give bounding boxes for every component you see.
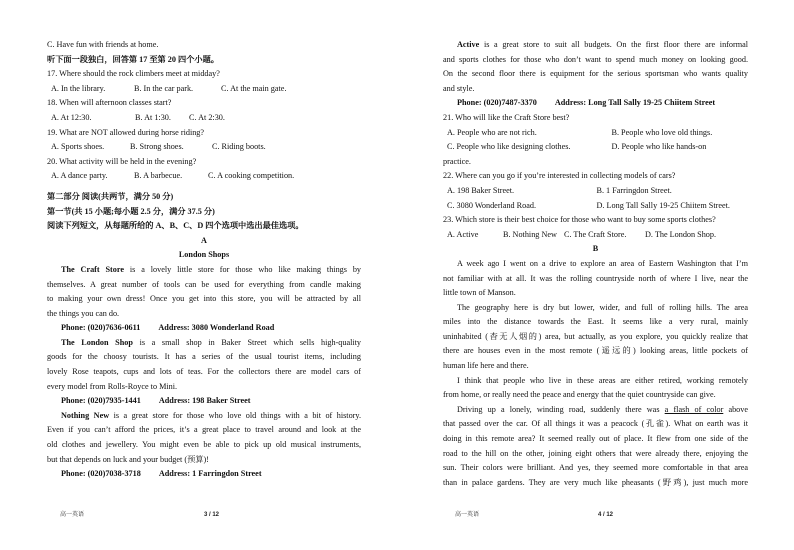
store-name: Nothing New [61, 410, 110, 420]
paragraph-line: but that depends on luck and your budget (预算)! [47, 454, 209, 464]
option: B. People who love old things. [611, 127, 713, 137]
store-name: Active [457, 40, 480, 49]
passage-title: London Shops [178, 250, 230, 260]
option: B. 1 Farringdon Street. [596, 185, 672, 195]
section-subheading: 第一节(共 15 小题;每小题 2.5 分，满分 37.5 分) [47, 206, 215, 216]
underlined-phrase: a flash of color [664, 404, 724, 414]
question-22: 22. Where can you go if you’re interested in collecting models of cars? [443, 171, 676, 181]
option: C. People who like designing clothes. [447, 142, 571, 152]
paragraph-line: goods for the choosy tourists. It has a series of the usual tourist items, including [47, 352, 361, 362]
store-name: The London Shop [61, 337, 133, 347]
option: B. In the car park. [134, 83, 194, 93]
option: C. The Craft Store. [564, 229, 627, 239]
paragraph-line: Driving up a lonely, winding road, suddenly there was a flash of color above [457, 404, 749, 414]
store-contact: Phone: (020)7935-1441 Address: 198 Baker Street [61, 396, 251, 406]
paragraph-line: every model from Rolls-Royce to Mini. [47, 381, 178, 391]
paragraph-line: The Craft Store is a lovely little store for those who like making things by [61, 264, 362, 274]
passage-label-b: B [592, 244, 599, 254]
listening-instruction: 听下面一段独白，回答第 17 至第 20 四个小题。 [47, 54, 219, 64]
store-contact: Phone: (020)7038-3718 Address: 1 Farringdon Street [61, 469, 262, 479]
paragraph-line: and style. [443, 83, 475, 93]
section-heading: 第二部分 阅读(共两节，满分 50 分) [47, 191, 174, 201]
paragraph-line: Even if you can’t afford the prices, it’s a great place to travel around and look at the [47, 425, 361, 435]
question-20-options [47, 169, 361, 184]
option: A. A dance party. [51, 171, 108, 181]
paragraph-line: A week ago I went on a drive to explore an area of Eastern Washington that I’m [457, 258, 748, 268]
paragraph-line: old clothes and jewellery. You might even be able to pick up old musical instruments, [47, 440, 361, 450]
question-20: 20. What activity will be held in the evening? [47, 156, 197, 166]
paragraph-line: The London Shop is a small shop in Baker Street which sells high-quality [61, 337, 362, 347]
paragraph-line: the things you can do. [47, 308, 120, 318]
option: A. In the library. [51, 83, 106, 93]
question-23-options [443, 228, 748, 243]
question-21: 21. Who will like the Craft Store best? [443, 112, 570, 122]
question-18: 18. When will afternoon classes start? [47, 98, 172, 108]
left-page-column [47, 38, 361, 482]
option: D. The London Shop. [645, 229, 717, 239]
option: A. Sports shoes. [51, 142, 105, 152]
option: A. At 12:30. [51, 112, 92, 122]
paragraph-line: and sports clothes for those who don’t want to spend much money on looking good. [443, 54, 748, 64]
paragraph-line: there are houses even in the most remote (遥远的) looking areas, little pockets of [443, 346, 748, 356]
option: B. At 1:30. [135, 112, 171, 122]
store-name: The Craft Store [61, 264, 124, 274]
paragraph-line: Active is a great store to suit all budgets. On the first floor there are informal [457, 40, 749, 49]
option: C. 3080 Wonderland Road. [447, 200, 537, 210]
paragraph-line: sun. Their colors were brilliant. And yes, they seemed more comfortable in that area [443, 463, 748, 473]
paragraph-line: that passed over the car. Of all things it was a peacock (孔雀). What on earth was it [443, 419, 748, 429]
option: D. People who like hands-on [611, 142, 707, 152]
option: C. At 2:30. [189, 112, 225, 122]
paragraph-line: than in palace gardens. They are very much like pheasants (野鸡), just much more [443, 477, 748, 487]
text-line: C. Have fun with friends at home. [47, 40, 159, 49]
store-contact: Phone: (020)7487-3370 Address: Long Tall Sally 19-25 Chiitem Street [457, 98, 716, 108]
paragraph-line: Nothing New is a great store for those who love old things with a bit of history. [61, 410, 362, 420]
paragraph-line: The geography here is dry but lower, wider, and full of rolling hills. The area [457, 302, 748, 312]
paragraph-line: road to the hill on the other, joining eight others that were already there, enjoying the [443, 448, 748, 458]
paragraph-line: from home, or really need the peace and energy that the quiet countryside can give. [443, 390, 716, 400]
option-continuation: practice. [443, 156, 471, 166]
paragraph-line: themselves. A great number of tools can be used for everything from candle making [47, 279, 361, 289]
paragraph-line: lovely Rose teapots, cups and lots of teas. For the collectors there are model cars of [47, 367, 361, 377]
footer-left-page-number: 3 / 12 [204, 512, 220, 518]
question-23: 23. Which store is their best choice for those who want to buy some sports clothes? [443, 215, 716, 225]
footer-left-label: 高一英语 [60, 512, 85, 518]
question-17: 17. Where should the rock climbers meet at midday? [47, 69, 220, 79]
option: B. Nothing New [503, 229, 557, 239]
question-22-options [443, 184, 748, 213]
paragraph-line: On the second floor there is equipment for the serious sportsman who wants quality [443, 69, 748, 79]
question-19-options [47, 140, 361, 155]
option: A. Active [447, 229, 479, 239]
passage-label-a: A [201, 235, 207, 245]
option: B. Strong shoes. [130, 142, 184, 152]
footer-right-page-number: 4 / 12 [598, 512, 614, 518]
paragraph-line: to making your own dress! Once you get into this store, you will be attracted by all [47, 294, 361, 304]
reading-instruction: 阅读下列短文，从每题所给的 A、B、C、D 四个选项中选出最佳选项。 [47, 221, 304, 231]
paragraph-line: doing in this remote area? It seemed really out of place. It flew from one side of the [443, 434, 748, 444]
paragraph-line: little town of Manson. [443, 288, 516, 298]
question-21-options [443, 126, 748, 155]
question-18-options [47, 111, 361, 126]
option: C. A cooking competition. [208, 171, 295, 181]
paragraph-line: uninhabited (杳无人烟的) area, but actually, as you explore, you quickly realize that [443, 331, 748, 341]
question-17-options [47, 82, 361, 97]
store-contact: Phone: (020)7636-0611 Address: 3080 Wonderland Road [61, 323, 275, 333]
paragraph-line: not familiar with at all. It was the rolling countryside north of where I live, near the [443, 273, 748, 283]
footer-right-label: 高一英语 [455, 512, 480, 518]
option: C. At the main gate. [221, 83, 287, 93]
right-page-column [443, 38, 748, 490]
paragraph-line: human life here and there. [443, 361, 529, 371]
option: D. Long Tall Sally 19-25 Chiitem Street. [596, 200, 730, 210]
paragraph-line: miles into the distance towards the East. It seems like a very rural, mainly [443, 317, 748, 327]
option: A. 198 Baker Street. [447, 185, 515, 195]
paragraph-line: I think that people who live in these areas are either retired, working remotely [457, 375, 748, 385]
option: A. People who are not rich. [447, 127, 537, 137]
question-19: 19. What are NOT allowed during horse riding? [47, 127, 205, 137]
option: B. A barbecue. [134, 171, 183, 181]
option: C. Riding boots. [212, 142, 266, 152]
